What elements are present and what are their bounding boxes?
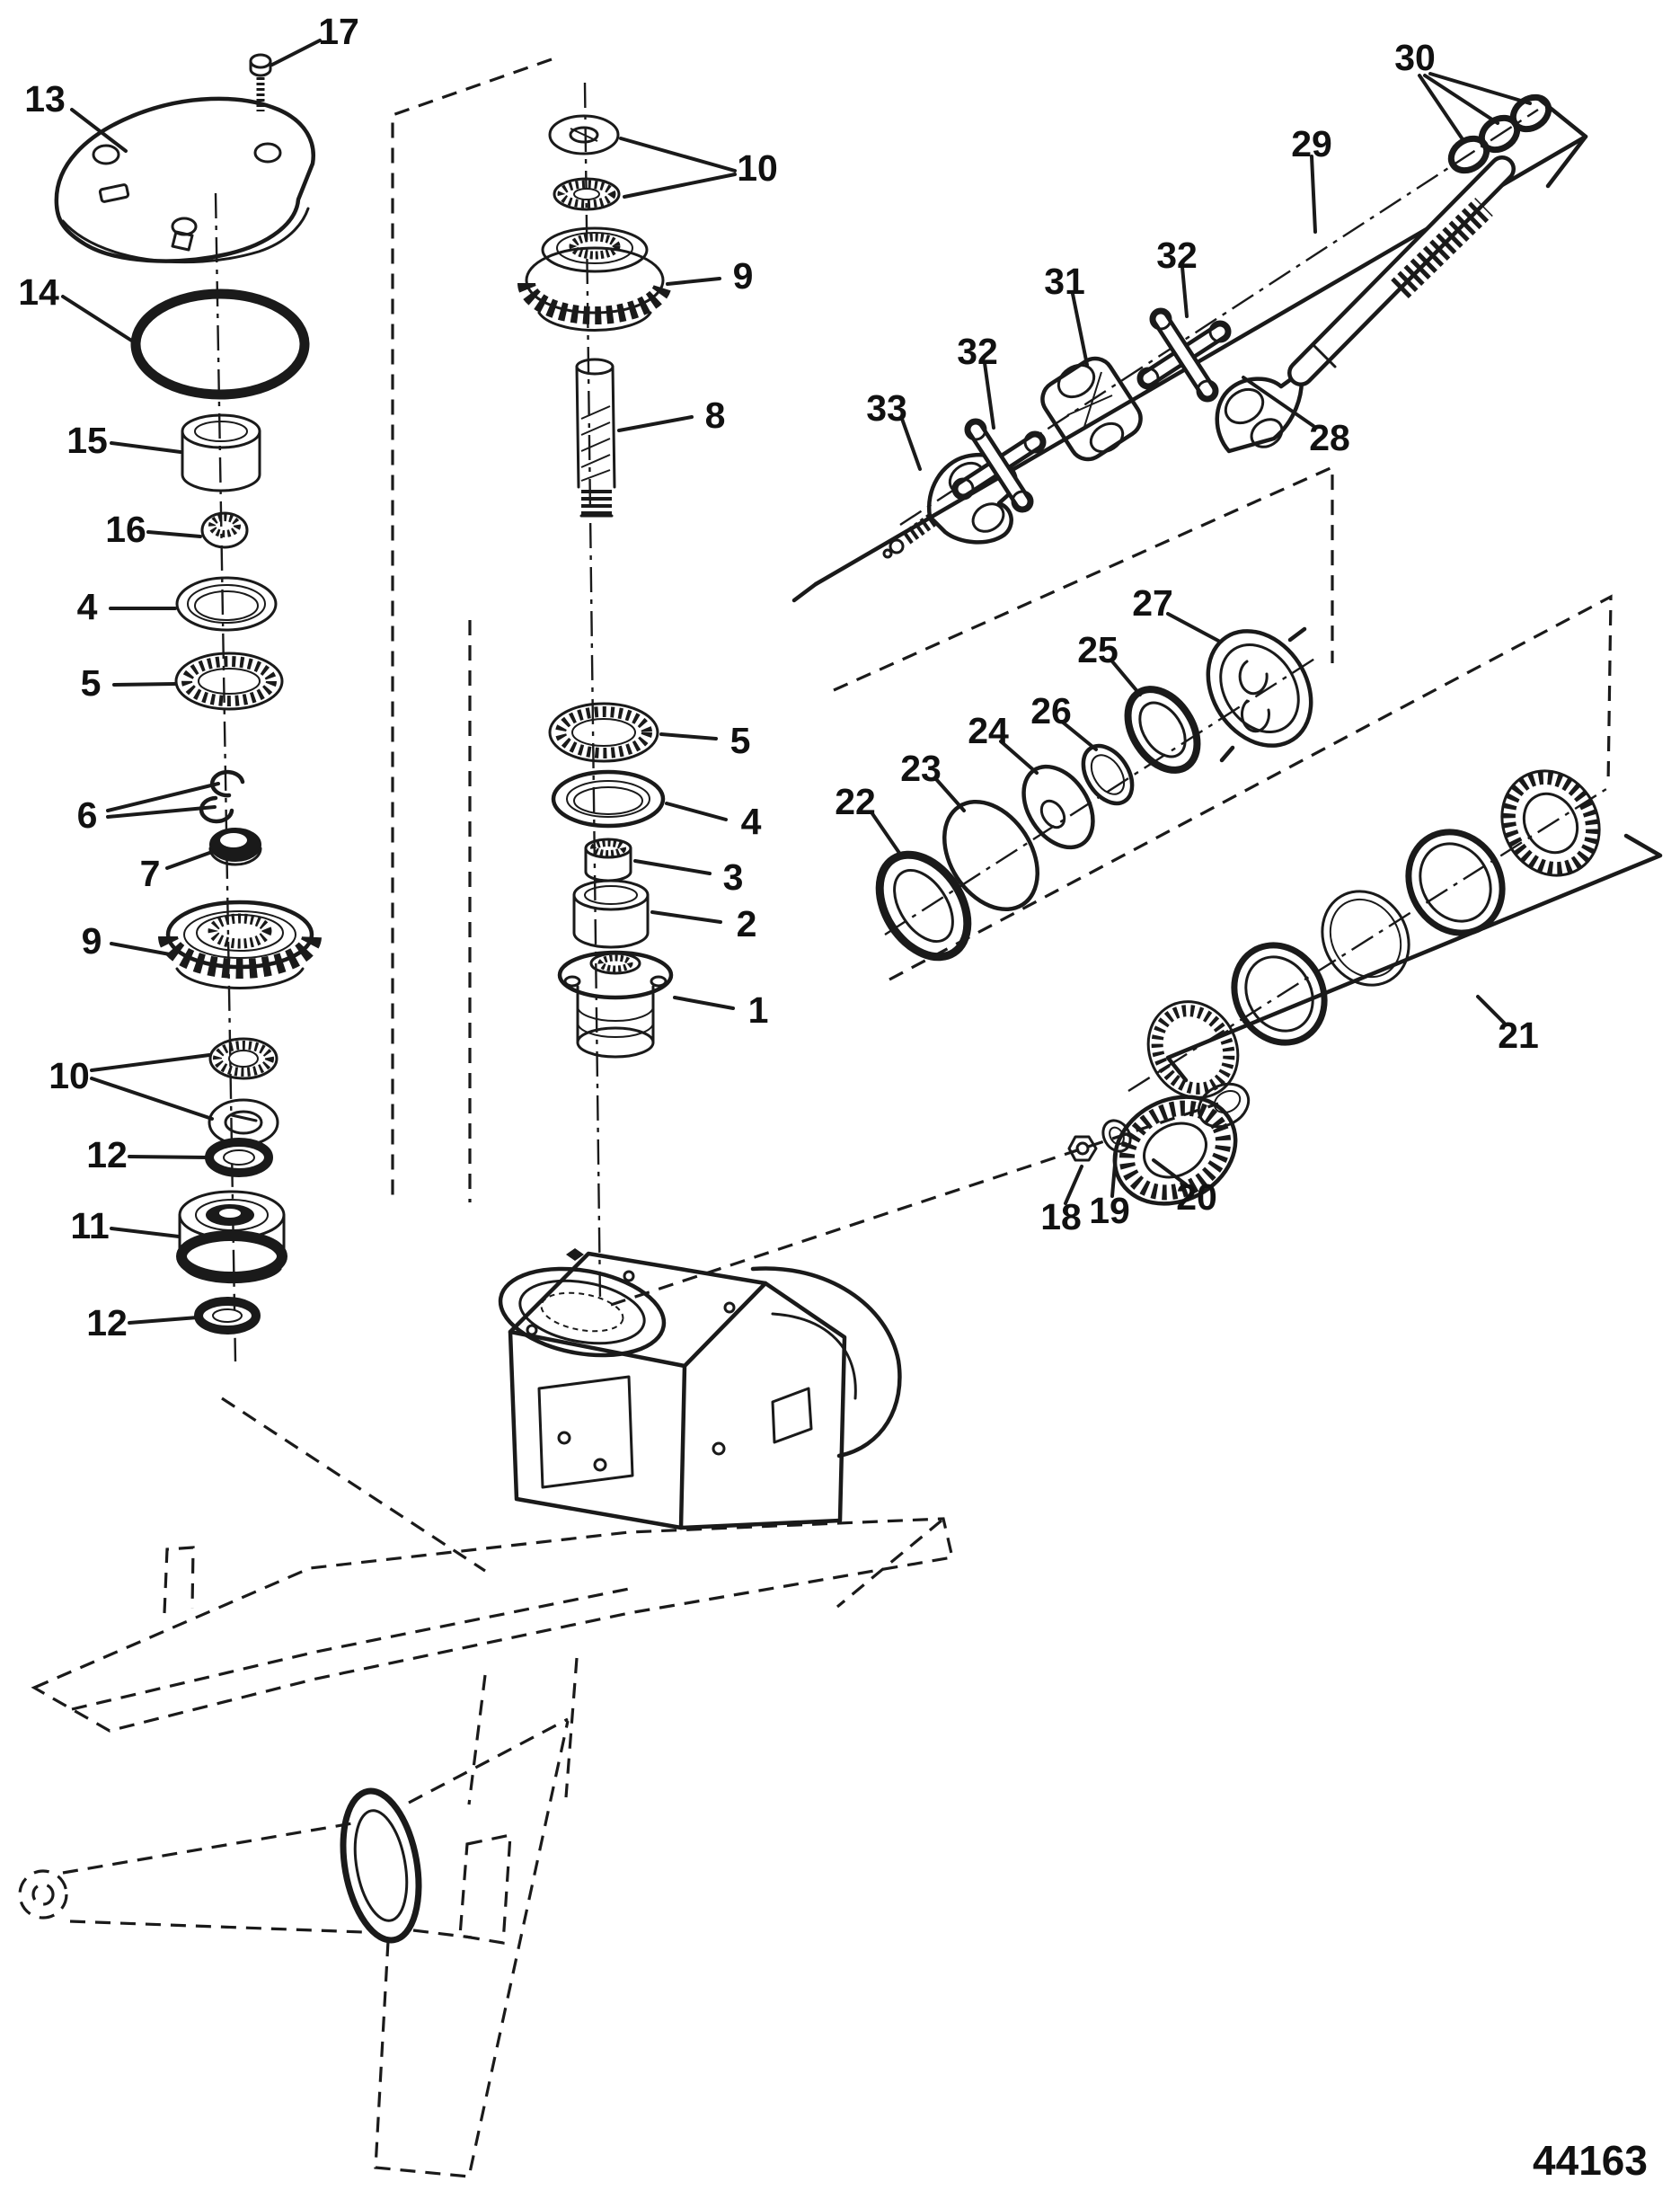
middle-centerline xyxy=(585,83,600,1301)
part-16-needle-bearing xyxy=(202,513,247,547)
part-32-ujoint-cross-a xyxy=(953,420,1045,511)
part-10-thrust-washers-left xyxy=(209,1039,278,1145)
leader-line-1 xyxy=(675,998,733,1008)
callout-9: 9 xyxy=(81,920,102,962)
part-4-thrust-washer-left xyxy=(177,578,276,630)
leader-line-17 xyxy=(272,40,320,65)
callout-29: 29 xyxy=(1291,123,1332,164)
part-14-o-ring xyxy=(136,294,305,395)
callout-5: 5 xyxy=(80,662,102,704)
phantom-bracket-left xyxy=(393,59,552,1197)
leader-line-15 xyxy=(111,443,181,452)
callout-11: 11 xyxy=(70,1205,110,1246)
leader-line-10 xyxy=(92,1055,209,1070)
callout-7: 7 xyxy=(139,853,161,894)
leader-line-16 xyxy=(148,532,200,536)
gearcase-housing xyxy=(493,1248,899,1528)
part-31-center-socket xyxy=(1036,351,1147,466)
leader-line-29 xyxy=(1312,156,1315,232)
callout-12: 12 xyxy=(86,1302,128,1343)
part-22-oil-seal xyxy=(862,838,986,973)
callout-21: 21 xyxy=(1498,1015,1539,1056)
callout-19: 19 xyxy=(1089,1190,1130,1231)
callout-4: 4 xyxy=(740,801,762,842)
lower-unit-phantom xyxy=(20,1519,952,2177)
leader-line-10 xyxy=(624,174,735,197)
part-12-wave-washer-lower xyxy=(199,1301,256,1330)
callout-9: 9 xyxy=(732,255,754,297)
callout-5: 5 xyxy=(729,720,751,761)
leader-line-4 xyxy=(667,803,726,820)
leader-line-5 xyxy=(661,734,716,739)
callout-12: 12 xyxy=(86,1134,128,1175)
callout-28: 28 xyxy=(1309,417,1350,458)
part-2-sleeve xyxy=(574,881,648,947)
torpedo-bore xyxy=(332,1785,429,1946)
callout-23: 23 xyxy=(900,748,942,789)
drawing-number: 44163 xyxy=(1533,2137,1648,2184)
callout-32: 32 xyxy=(957,331,998,372)
callout-15: 15 xyxy=(66,420,108,461)
callout-26: 26 xyxy=(1030,690,1072,732)
part-7-seal-cup xyxy=(210,829,261,865)
callout-16: 16 xyxy=(105,509,146,550)
callout-30: 30 xyxy=(1394,37,1436,78)
callout-22: 22 xyxy=(835,781,876,822)
callout-6: 6 xyxy=(76,794,98,836)
callout-14: 14 xyxy=(18,271,59,313)
callout-25: 25 xyxy=(1077,629,1119,670)
callout-8: 8 xyxy=(704,395,726,436)
part-5-bearing-race-left xyxy=(176,653,282,709)
part-6-retaining-clips xyxy=(201,772,243,821)
part-12-wave-washer-upper xyxy=(209,1142,269,1173)
callout-17: 17 xyxy=(318,11,359,52)
part-1-carrier-retainer xyxy=(560,953,671,1057)
leader-line-27 xyxy=(1168,614,1220,642)
part-9-driven-gear-left xyxy=(168,902,312,988)
phantom-line-to-housing xyxy=(222,1398,485,1571)
leader-line-8 xyxy=(619,417,692,430)
part-26-ring xyxy=(1074,737,1143,812)
anti-ventilation-plate xyxy=(34,1519,952,1731)
leader-line-13 xyxy=(72,110,126,151)
callout-3: 3 xyxy=(722,856,744,898)
torpedo-nose xyxy=(20,1871,66,1918)
part-4-seal-ring-middle xyxy=(553,772,663,826)
left-centerline xyxy=(216,193,235,1361)
leader-line-10 xyxy=(621,138,735,171)
callout-33: 33 xyxy=(866,387,907,429)
leader-line-31 xyxy=(1073,294,1087,365)
leader-line-11 xyxy=(111,1228,179,1237)
part-21-bearing-kit xyxy=(1131,753,1618,1114)
callout-18: 18 xyxy=(1040,1196,1082,1237)
trim-tab-recess xyxy=(460,1835,510,1943)
seal-stack xyxy=(834,467,1611,980)
leader-line-2 xyxy=(652,912,721,922)
leader-line-12 xyxy=(129,1317,198,1323)
part-9-driven-gear-middle xyxy=(526,228,663,331)
middle-assembly xyxy=(393,59,671,1301)
part-11-bearing-carrier xyxy=(180,1192,284,1282)
part-13-bearing-cover xyxy=(57,99,314,262)
callout-13: 13 xyxy=(24,78,66,120)
callout-27: 27 xyxy=(1132,582,1173,624)
leader-line-10 xyxy=(92,1078,212,1119)
part-3-needle-bearing-middle xyxy=(586,839,631,881)
part-23-o-ring xyxy=(925,785,1057,927)
callout-20: 20 xyxy=(1176,1176,1217,1218)
ujoint-assembly xyxy=(794,91,1586,600)
leader-line-22 xyxy=(871,812,901,856)
leader-line-32 xyxy=(985,363,994,428)
part-8-pinion-shaft xyxy=(577,359,615,516)
leader-line-5 xyxy=(114,684,175,685)
part-32-ujoint-cross-b xyxy=(1138,309,1230,401)
leader-line-3 xyxy=(635,861,710,873)
leader-line-9 xyxy=(668,279,720,284)
callout-10: 10 xyxy=(49,1055,90,1096)
callout-24: 24 xyxy=(968,710,1009,751)
callout-1: 1 xyxy=(747,989,769,1031)
leader-line-14 xyxy=(63,297,133,341)
part-5-bearing-race-middle xyxy=(550,704,658,761)
part-29-yoke-shaft xyxy=(1217,169,1502,453)
callout-10: 10 xyxy=(737,147,778,189)
part-18-nut xyxy=(1069,1137,1096,1160)
leader-line-7 xyxy=(167,852,212,868)
callout-32: 32 xyxy=(1156,235,1198,276)
callout-2: 2 xyxy=(736,903,757,944)
callout-31: 31 xyxy=(1044,261,1085,302)
callout-4: 4 xyxy=(76,586,98,627)
